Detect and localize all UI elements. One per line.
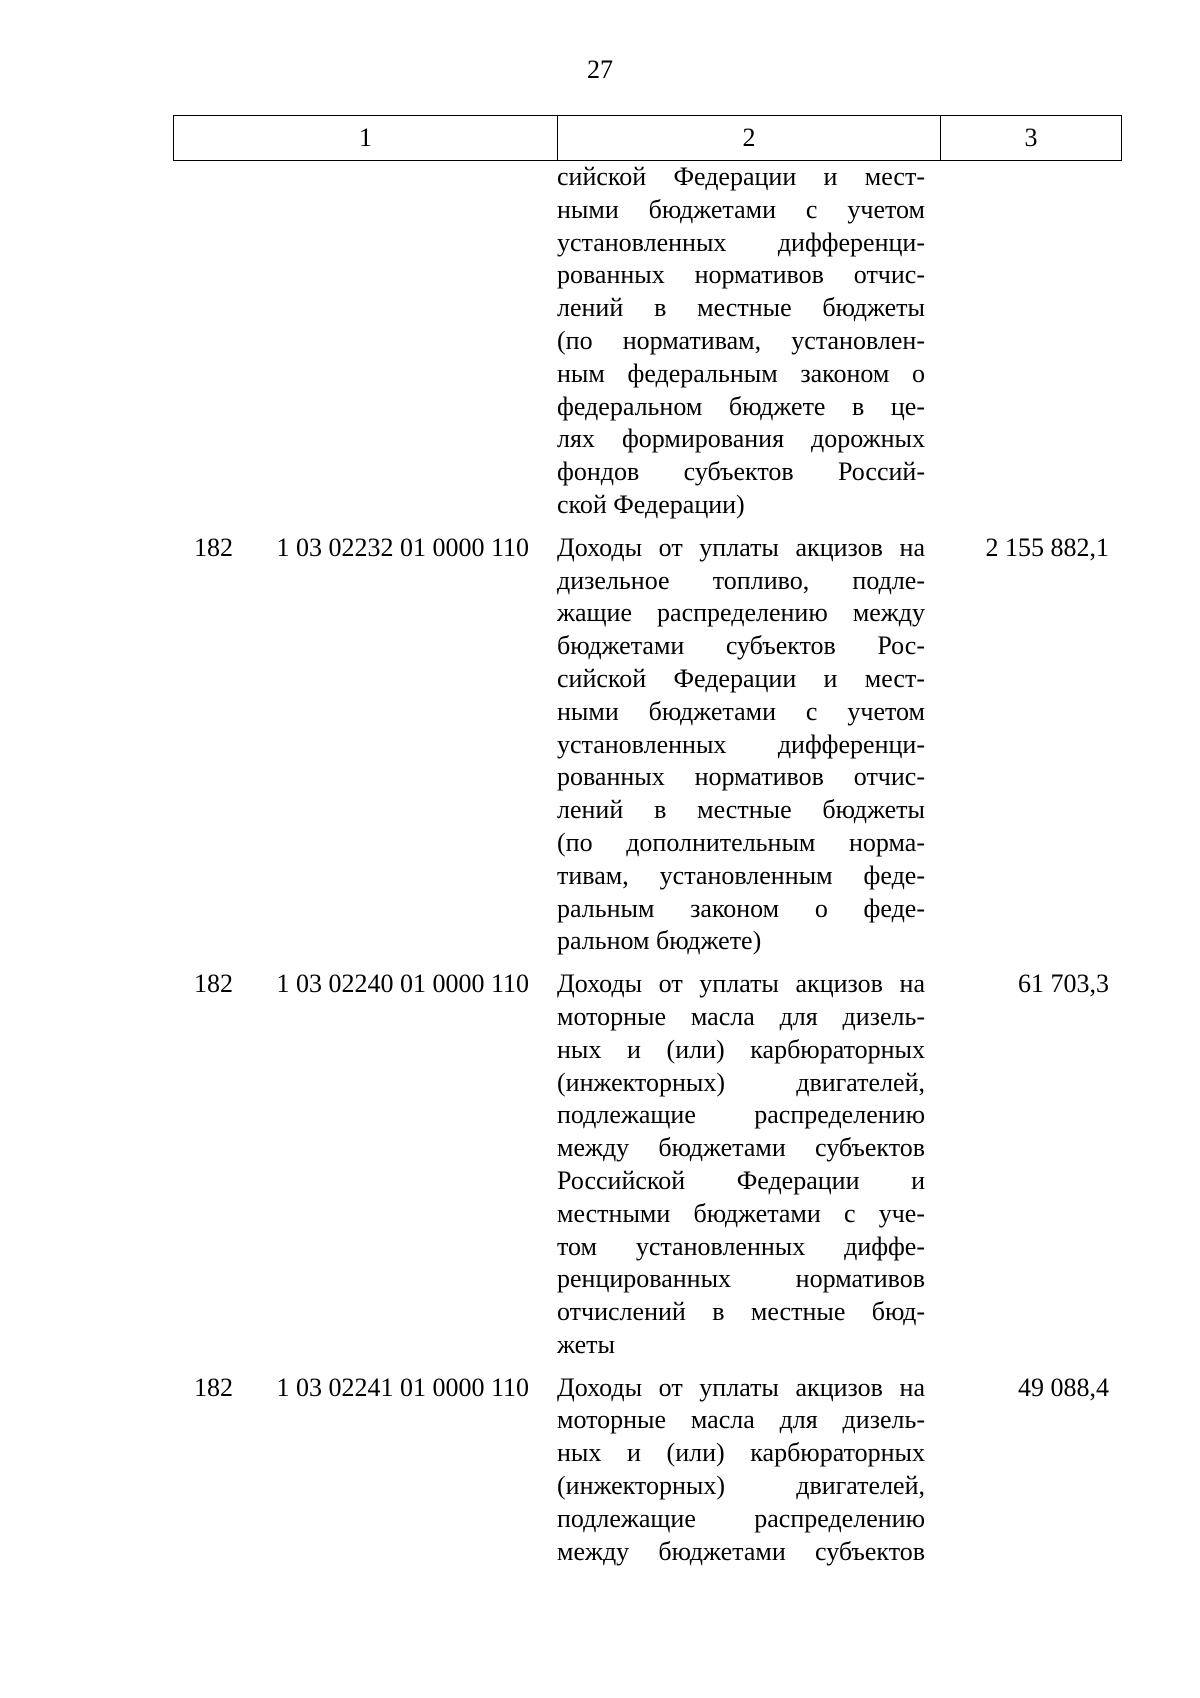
text-line: лях формирования дорожных [557,424,925,454]
row-admin-code: 182 [194,969,233,999]
row-description [557,968,925,1362]
text-line: рованных нормативов отчис- [557,260,925,290]
text-line: ральном бюджете) [557,926,762,956]
header-col-3: 3 [941,116,1122,161]
row-budget-code: 1 03 02241 01 0000 110 [276,1372,529,1402]
text-line: тивам, установленным феде- [557,860,925,890]
header-col-2: 2 [558,116,941,161]
text-line: местными бюджетами с уче- [557,1198,925,1228]
text-line: отчислений в местные бюд- [557,1297,925,1327]
text-line: дизельное топливо, подле- [557,565,925,595]
header-row [174,116,1122,161]
text-line: Доходы от уплаты акцизов на [557,532,925,562]
text-line: жащие распределению между [557,598,925,628]
text-line: установленных дифференци- [557,227,925,257]
text-line: ными бюджетами с учетом [557,696,925,726]
text-line: (по нормативам, установлен- [557,325,925,355]
row-description [557,1372,925,1569]
text-line: моторные масла для дизель- [557,1405,925,1435]
text-line: Доходы от уплаты акцизов на [557,1372,925,1402]
row-admin-code: 182 [194,532,233,562]
text-line: ных и (или) карбюраторных [557,1034,925,1064]
row-description [557,161,925,522]
text-line: ской Федерации) [557,489,745,519]
text-line: жеты [557,1329,615,1359]
text-line: том установленных диффе- [557,1231,925,1261]
row-amount: 2 155 882,1 [985,532,1109,562]
text-line: сийской Федерации и мест- [557,162,925,191]
text-line: лений в местные бюджеты [557,293,925,323]
page-number: 27 [587,55,613,84]
row-budget-code: 1 03 02240 01 0000 110 [276,969,529,999]
text-line: федеральном бюджете в це- [557,391,925,421]
text-line: лений в местные бюджеты [557,795,925,825]
text-line: установленных дифференци- [557,729,925,759]
text-line: ренцированных нормативов [557,1264,925,1294]
text-line: фондов субъектов Россий- [557,457,925,487]
text-line: подлежащие распределению [557,1100,925,1130]
table-row [173,532,1121,958]
table-row [173,968,1121,1362]
text-line: сийской Федерации и мест- [557,663,925,693]
table-row [173,1372,1121,1569]
text-line: между бюджетами субъектов [557,1536,925,1566]
text-line: рованных нормативов отчис- [557,762,925,792]
text-line: ными бюджетами с учетом [557,194,925,224]
row-description [557,532,925,958]
text-line: ральным законом о феде- [557,893,925,923]
text-line: подлежащие распределению [557,1503,925,1533]
table-body [173,161,1121,1568]
table-row-continuation [173,161,1121,522]
text-line: (инжекторных) двигателей, [557,1471,925,1501]
text-line: (инжекторных) двигателей, [557,1067,925,1097]
row-amount: 61 703,3 [1018,969,1109,999]
table-header [173,115,1122,161]
text-line: (по дополнительным норма- [557,827,925,857]
text-line: Российской Федерации и [557,1165,925,1195]
text-line: ных и (или) карбюраторных [557,1438,925,1468]
row-budget-code: 1 03 02232 01 0000 110 [276,532,529,562]
row-admin-code: 182 [194,1372,233,1402]
text-line: Доходы от уплаты акцизов на [557,969,925,999]
text-line: моторные масла для дизель- [557,1001,925,1031]
text-line: между бюджетами субъектов [557,1133,925,1163]
row-amount: 49 088,4 [1018,1372,1109,1402]
text-line: бюджетами субъектов Рос- [557,631,925,661]
header-col-1: 1 [174,116,558,161]
text-line: ным федеральным законом о [557,358,925,388]
